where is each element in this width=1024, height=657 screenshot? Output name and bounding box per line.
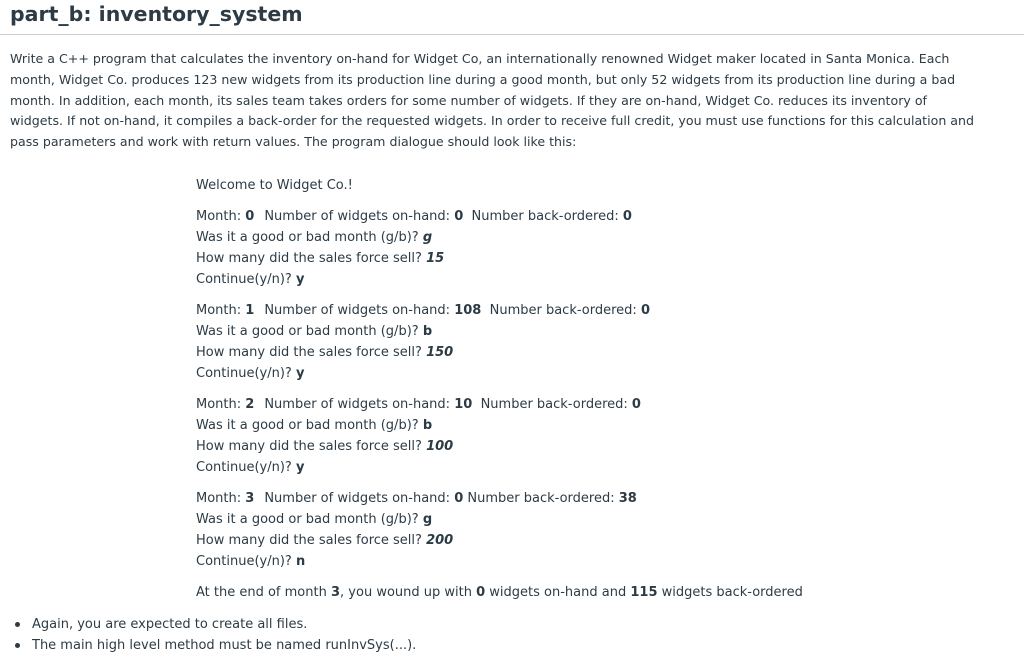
bullet-icon <box>15 643 20 648</box>
month-status-line <box>196 395 641 416</box>
back-ordered-value: 38 <box>618 491 637 506</box>
continue-line <box>196 458 304 479</box>
intro-line: month. In addition, each month, its sales team takes orders for some number of widgets. If they are on-hand, Widget Co. reduces its inventory of <box>10 92 927 108</box>
back-ordered-label: Number back-ordered: <box>467 491 615 506</box>
good-bad-answer: g <box>422 230 433 245</box>
intro-line: month, Widget Co. produces 123 new widgets from its production line during a good month, but only 52 widgets from its production line during a bad <box>10 71 956 87</box>
good-bad-line <box>196 322 432 343</box>
summary-on-hand: 0 <box>476 585 486 600</box>
sold-prompt: How many did the sales force sell? <box>196 251 422 266</box>
continue-prompt: Continue(y/n)? <box>196 272 292 287</box>
on-hand-value: 108 <box>454 303 482 318</box>
welcome-line: Welcome to Widget Co.! <box>196 178 353 193</box>
sold-line <box>196 531 453 552</box>
page-title: part_b: inventory_system <box>10 2 303 26</box>
month-status-line <box>196 489 637 510</box>
back-ordered-value: 0 <box>640 303 650 318</box>
sold-prompt: How many did the sales force sell? <box>196 533 422 548</box>
sold-line <box>196 249 444 270</box>
back-ordered-label: Number back-ordered: <box>480 397 628 412</box>
intro-paragraph <box>10 49 1010 153</box>
list-item-text: Again, you are expected to create all files. <box>32 617 308 632</box>
back-ordered-label: Number back-ordered: <box>489 303 637 318</box>
month-label: Month: <box>196 491 242 506</box>
summary-mid2: widgets on-hand and <box>489 585 627 600</box>
good-bad-prompt: Was it a good or bad month (g/b)? <box>196 418 419 433</box>
list-item-text: The main high level method must be named runInvSys(...). <box>32 638 417 653</box>
intro-line: widgets. If not on-hand, it compiles a back-order for the requested widgets. In order to receive full credit, you must use functions for this calculation and <box>10 113 974 129</box>
title-divider <box>0 34 1024 35</box>
on-hand-label: Number of widgets on-hand: <box>264 209 451 224</box>
summary-mid1: , you wound up with <box>340 585 472 600</box>
month-label: Month: <box>196 209 242 224</box>
list-item <box>14 614 416 635</box>
on-hand-value: 10 <box>454 397 473 412</box>
on-hand-label: Number of widgets on-hand: <box>264 491 451 506</box>
summary-back-ordered: 115 <box>630 585 658 600</box>
summary-suffix: widgets back-ordered <box>661 585 803 600</box>
continue-prompt: Continue(y/n)? <box>196 366 292 381</box>
continue-prompt: Continue(y/n)? <box>196 460 292 475</box>
on-hand-label: Number of widgets on-hand: <box>264 303 451 318</box>
month-status-line <box>196 207 632 228</box>
good-bad-prompt: Was it a good or bad month (g/b)? <box>196 230 419 245</box>
sold-line <box>196 343 453 364</box>
list-item <box>14 635 416 656</box>
on-hand-value: 0 <box>454 491 464 506</box>
month-value: 2 <box>245 397 255 412</box>
month-label: Month: <box>196 303 242 318</box>
continue-prompt: Continue(y/n)? <box>196 554 292 569</box>
sold-prompt: How many did the sales force sell? <box>196 439 422 454</box>
sold-answer: 15 <box>426 251 445 266</box>
continue-answer: y <box>295 272 305 287</box>
sold-answer: 100 <box>426 439 454 454</box>
continue-line <box>196 270 304 291</box>
good-bad-answer: b <box>422 418 433 433</box>
good-bad-prompt: Was it a good or bad month (g/b)? <box>196 512 419 527</box>
on-hand-value: 0 <box>454 209 464 224</box>
good-bad-answer: b <box>422 324 433 339</box>
summary-line <box>196 583 803 604</box>
summary-prefix: At the end of month <box>196 585 327 600</box>
sold-answer: 200 <box>426 533 454 548</box>
continue-line <box>196 364 304 385</box>
summary-month: 3 <box>330 585 341 600</box>
good-bad-line <box>196 510 432 531</box>
continue-answer: y <box>295 366 305 381</box>
sold-line <box>196 437 453 458</box>
on-hand-label: Number of widgets on-hand: <box>264 397 451 412</box>
requirements-list <box>14 614 416 656</box>
back-ordered-label: Number back-ordered: <box>471 209 619 224</box>
back-ordered-value: 0 <box>622 209 632 224</box>
sold-prompt: How many did the sales force sell? <box>196 345 422 360</box>
month-status-line <box>196 301 650 322</box>
month-value: 0 <box>245 209 255 224</box>
month-value: 1 <box>245 303 255 318</box>
good-bad-answer: g <box>422 512 433 527</box>
good-bad-line <box>196 228 432 249</box>
continue-answer: y <box>295 460 305 475</box>
continue-line <box>196 552 305 573</box>
sold-answer: 150 <box>426 345 454 360</box>
continue-answer: n <box>295 554 306 569</box>
back-ordered-value: 0 <box>631 397 641 412</box>
intro-line: pass parameters and work with return values. The program dialogue should look like this: <box>10 134 577 150</box>
month-value: 3 <box>245 491 255 506</box>
intro-line: Write a C++ program that calculates the inventory on-hand for Widget Co, an internationally renowned Widget maker located in Santa Monica. Each <box>10 51 950 66</box>
month-label: Month: <box>196 397 242 412</box>
good-bad-line <box>196 416 432 437</box>
good-bad-prompt: Was it a good or bad month (g/b)? <box>196 324 419 339</box>
bullet-icon <box>15 622 20 627</box>
